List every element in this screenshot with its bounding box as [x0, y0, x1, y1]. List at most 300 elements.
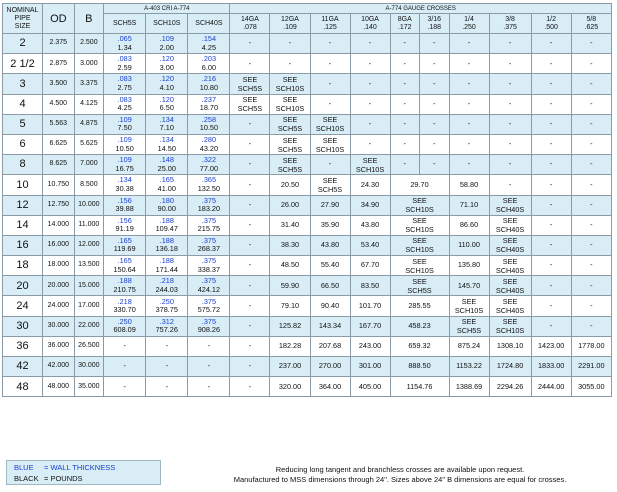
gauge-value: - — [403, 139, 406, 149]
cell-size: 2 — [3, 34, 43, 54]
cell-gauge-8 — [531, 34, 571, 54]
wall-thickness: .148 — [159, 155, 174, 165]
header-gauge-name: 1/4 — [464, 16, 474, 23]
gauge-value: 659.32 — [408, 341, 431, 351]
cell-sch10s — [146, 74, 188, 94]
cell-gauge-7 — [489, 357, 531, 377]
gauge-value: - — [248, 280, 252, 290]
cell-gauge-4 — [390, 296, 449, 316]
gauge-value: - — [467, 78, 471, 88]
see-note: SEE — [322, 135, 338, 145]
header-gauge-name: 8GA — [397, 16, 412, 23]
gauge-value: - — [368, 139, 372, 149]
wall-thickness: .375 — [201, 296, 216, 306]
cell-b: 26.500 — [74, 336, 103, 356]
gauge-value: - — [549, 199, 553, 209]
pounds: 136.18 — [155, 244, 178, 254]
see-schedule: SCH5S — [407, 285, 432, 295]
table-row — [3, 114, 612, 134]
cell-sch40s — [188, 34, 230, 54]
header-sch5s: SCH5S — [104, 14, 146, 34]
wall-thickness: .120 — [159, 94, 174, 104]
cell-gauge-9 — [571, 336, 611, 356]
header-gauge-thickness: .625 — [584, 23, 599, 31]
see-schedule: SCH40S — [495, 265, 525, 275]
cell-gauge-1 — [270, 155, 310, 175]
see-note: SEE — [362, 155, 378, 165]
wall-thickness: .120 — [159, 54, 174, 64]
gauge-value: - — [433, 58, 436, 68]
cell-gauge-1 — [270, 114, 310, 134]
cell-gauge-9 — [571, 94, 611, 114]
cell-sch10s — [146, 296, 188, 316]
cell-sch40s — [188, 94, 230, 114]
cell-od: 20.000 — [43, 276, 75, 296]
cell-gauge-0 — [230, 74, 270, 94]
legend-blue-key: BLUE — [14, 463, 34, 472]
wall-thickness: .237 — [201, 94, 216, 104]
header-gauge-1 — [270, 14, 310, 34]
gauge-value: - — [368, 78, 372, 88]
pounds: 338.37 — [197, 264, 221, 274]
wall-thickness: .134 — [159, 114, 174, 124]
cell-sch10s — [146, 195, 188, 215]
cell-gauge-0 — [230, 195, 270, 215]
header-gauge-8 — [531, 14, 571, 34]
wall-thickness: .365 — [201, 175, 216, 185]
gauge-value: - — [590, 260, 593, 270]
cell-gauge-9 — [571, 235, 611, 255]
cell-gauge-6 — [449, 377, 489, 397]
cell-gauge-6 — [449, 215, 489, 235]
cell-gauge-7 — [489, 74, 531, 94]
pounds: 575.72 — [197, 305, 221, 315]
cell-gauge-2 — [310, 316, 350, 336]
header-gauge-thickness: .109 — [283, 23, 297, 31]
gauge-value: - — [248, 341, 252, 351]
cell-sch5s — [104, 155, 146, 175]
gauge-value: - — [467, 98, 471, 108]
gauge-value: - — [467, 38, 471, 48]
cell-sch10s — [146, 114, 188, 134]
cell-gauge-6 — [449, 357, 489, 377]
cell-od: 42.000 — [43, 357, 75, 377]
see-note: SEE — [282, 155, 298, 165]
wall-thickness: .250 — [117, 316, 132, 326]
gauge-value: - — [549, 78, 553, 88]
empty-value: - — [207, 381, 211, 391]
cell-od: 24.000 — [43, 296, 75, 316]
cell-gauge-6 — [449, 175, 489, 195]
gauge-value: 24.30 — [360, 179, 380, 189]
pounds: 10.50 — [115, 143, 134, 153]
wall-thickness: .156 — [117, 195, 132, 205]
gauge-value: 3055.00 — [578, 381, 605, 391]
wall-thickness: .375 — [201, 316, 216, 326]
gauge-value: 110.00 — [458, 240, 480, 250]
see-note: SEE — [242, 95, 258, 105]
cell-sch5s — [104, 175, 146, 195]
cell-gauge-2 — [310, 134, 350, 154]
cell-gauge-1 — [270, 54, 310, 74]
cell-gauge-1 — [270, 175, 310, 195]
gauge-value: - — [433, 119, 436, 129]
wall-thickness: .165 — [117, 235, 132, 245]
gauge-value: - — [248, 38, 252, 48]
cell-gauge-2 — [310, 256, 350, 276]
header-nominal-pipe-size: NOMINAL PIPE SIZE — [3, 4, 43, 34]
gauge-value: - — [433, 38, 436, 48]
wall-thickness: .258 — [201, 114, 216, 124]
cell-size: 20 — [3, 276, 43, 296]
cell-gauge-6 — [449, 336, 489, 356]
cell-gauge-8 — [531, 215, 571, 235]
cell-od: 4.500 — [43, 94, 75, 114]
gauge-value: 101.70 — [358, 300, 382, 310]
cell-od: 10.750 — [43, 175, 75, 195]
cell-b: 22.000 — [74, 316, 103, 336]
cell-sch10s — [146, 316, 188, 336]
cell-sch10s — [146, 357, 188, 377]
table-row — [3, 377, 612, 397]
cell-gauge-1 — [270, 134, 310, 154]
cell-od: 48.000 — [43, 377, 75, 397]
cell-gauge-1 — [270, 195, 310, 215]
cell-gauge-0 — [230, 377, 270, 397]
see-schedule: SCH40S — [495, 306, 525, 316]
header-gauge-9 — [571, 14, 611, 34]
cell-gauge-4 — [390, 74, 419, 94]
cell-b: 3.375 — [74, 74, 103, 94]
cell-gauge-0 — [230, 134, 270, 154]
cell-gauge-3 — [350, 114, 390, 134]
gauge-value: - — [403, 38, 406, 48]
cell-od: 18.000 — [43, 256, 75, 276]
wall-thickness: .120 — [159, 74, 174, 84]
footnote-line: Reducing long tangent and branchless crosses are available upon request. — [275, 465, 525, 474]
cell-size: 24 — [3, 296, 43, 316]
gauge-value: - — [248, 260, 252, 270]
cell-gauge-8 — [531, 357, 571, 377]
cell-gauge-8 — [531, 155, 571, 175]
cell-gauge-1 — [270, 34, 310, 54]
cell-gauge-8 — [531, 54, 571, 74]
cell-gauge-5 — [420, 94, 449, 114]
cell-gauge-9 — [571, 256, 611, 276]
header-gauge-thickness: .078 — [243, 23, 257, 31]
cell-gauge-6 — [449, 54, 489, 74]
cell-gauge-0 — [230, 256, 270, 276]
cell-gauge-7 — [489, 175, 531, 195]
cell-size: 2 1/2 — [3, 54, 43, 74]
gauge-value: 405.00 — [358, 381, 382, 391]
cell-gauge-3 — [350, 357, 390, 377]
cell-gauge-1 — [270, 296, 310, 316]
see-schedule: SCH5S — [277, 124, 303, 134]
cell-sch10s — [146, 276, 188, 296]
header-gauge-name: 1/2 — [546, 16, 557, 23]
cell-gauge-5 — [420, 155, 449, 175]
gauge-value: - — [467, 159, 471, 169]
cell-sch40s — [188, 215, 230, 235]
cell-gauge-0 — [230, 114, 270, 134]
cell-gauge-9 — [571, 134, 611, 154]
wall-thickness: .165 — [117, 256, 132, 266]
gauge-value: 125.82 — [278, 320, 302, 330]
gauge-value: - — [328, 38, 332, 48]
cell-gauge-2 — [310, 54, 350, 74]
header-gauge-name: 3/16 — [427, 16, 442, 23]
cell-gauge-4 — [390, 256, 449, 276]
cell-gauge-9 — [571, 74, 611, 94]
cell-gauge-8 — [531, 235, 571, 255]
wall-thickness: .218 — [117, 296, 132, 306]
cell-b: 5.625 — [74, 134, 103, 154]
cell-gauge-8 — [531, 94, 571, 114]
header-gauge-6 — [449, 14, 489, 34]
cell-size: 3 — [3, 74, 43, 94]
cell-gauge-0 — [230, 94, 270, 114]
cell-gauge-6 — [449, 276, 489, 296]
cell-gauge-4 — [390, 357, 449, 377]
table-row — [3, 34, 612, 54]
gauge-value: - — [549, 159, 553, 169]
cell-gauge-1 — [270, 357, 310, 377]
wall-thickness: .165 — [159, 175, 174, 185]
gauge-value: 145.70 — [457, 280, 481, 290]
cell-od: 8.625 — [43, 155, 75, 175]
gauge-value: - — [508, 78, 512, 88]
crosses-spec-table — [2, 3, 612, 397]
cell-gauge-4 — [390, 155, 419, 175]
see-schedule: SCH40S — [495, 245, 525, 255]
cell-gauge-2 — [310, 94, 350, 114]
cell-b: 4.125 — [74, 94, 103, 114]
wall-thickness: .250 — [159, 296, 174, 306]
wall-thickness: .109 — [159, 34, 174, 44]
cell-gauge-4 — [390, 114, 419, 134]
cell-gauge-5 — [420, 74, 449, 94]
gauge-value: 67.70 — [360, 260, 380, 270]
gauge-value: - — [590, 220, 593, 230]
pounds: 215.75 — [197, 224, 221, 234]
cell-gauge-4 — [390, 134, 419, 154]
gauge-value: - — [549, 139, 553, 149]
cell-sch5s — [104, 357, 146, 377]
wall-thickness: .375 — [201, 276, 216, 286]
wall-thickness: .156 — [117, 215, 132, 225]
cell-gauge-6 — [449, 134, 489, 154]
gauge-value: 320.00 — [278, 381, 302, 391]
wall-thickness: .083 — [117, 54, 132, 64]
cell-sch40s — [188, 134, 230, 154]
cell-gauge-3 — [350, 336, 390, 356]
cell-b: 11.000 — [74, 215, 103, 235]
gauge-value: - — [549, 179, 553, 189]
header-gauge-2 — [310, 14, 350, 34]
cell-gauge-8 — [531, 256, 571, 276]
gauge-value: - — [248, 119, 252, 129]
header-od: OD — [43, 4, 75, 34]
wall-thickness: .188 — [117, 276, 132, 286]
gauge-value: - — [248, 58, 252, 68]
gauge-value: 301.00 — [358, 361, 382, 371]
cell-sch5s — [104, 54, 146, 74]
gauge-value: - — [248, 220, 252, 230]
gauge-value: - — [403, 58, 406, 68]
pounds: 908.26 — [197, 325, 221, 335]
cell-gauge-9 — [571, 54, 611, 74]
cell-gauge-9 — [571, 175, 611, 195]
cell-gauge-7 — [489, 336, 531, 356]
cell-sch5s — [104, 215, 146, 235]
see-schedule: SCH5S — [456, 326, 482, 336]
gauge-value: 1724.80 — [496, 361, 524, 371]
table-row — [3, 215, 612, 235]
gauge-value: - — [549, 240, 553, 250]
wall-thickness: .375 — [201, 235, 216, 245]
footnote-line: Manufactured to MSS dimensions through 24". Sizes above 24" B dimensions are equal for crosses. — [233, 475, 567, 484]
header-gauge-name: 3/8 — [505, 16, 515, 23]
cell-b: 2.500 — [74, 34, 103, 54]
cell-gauge-6 — [449, 296, 489, 316]
cell-b: 10.000 — [74, 195, 103, 215]
pounds: 18.70 — [199, 103, 219, 113]
legend-blue-value: = WALL THICKNESS — [44, 463, 116, 472]
gauge-value: - — [467, 119, 471, 129]
header-gauge-name: 12GA — [281, 16, 299, 23]
gauge-value: - — [248, 381, 252, 391]
gauge-value: 34.90 — [360, 199, 380, 209]
gauge-value: 1154.76 — [406, 381, 433, 391]
gauge-value: - — [328, 78, 332, 88]
cell-gauge-7 — [489, 94, 531, 114]
cell-gauge-1 — [270, 94, 310, 114]
see-note: SEE — [412, 276, 427, 286]
header-gauge-7 — [489, 14, 531, 34]
cell-gauge-0 — [230, 276, 270, 296]
wall-thickness: .083 — [117, 94, 132, 104]
cell-gauge-0 — [230, 54, 270, 74]
gauge-value: - — [508, 179, 512, 189]
gauge-value: - — [288, 58, 292, 68]
cell-gauge-6 — [449, 34, 489, 54]
gauge-value: - — [508, 139, 512, 149]
gauge-value: - — [403, 78, 406, 88]
gauge-value: - — [549, 320, 553, 330]
cell-sch10s — [146, 377, 188, 397]
wall-thickness: .065 — [117, 34, 132, 44]
cell-sch10s — [146, 215, 188, 235]
see-schedule: SCH10S — [355, 164, 385, 174]
table-row — [3, 175, 612, 195]
cell-b: 35.000 — [74, 377, 103, 397]
cell-sch5s — [104, 34, 146, 54]
cell-sch5s — [104, 94, 146, 114]
cell-gauge-4 — [390, 377, 449, 397]
cell-size: 6 — [3, 134, 43, 154]
wall-thickness: .280 — [201, 135, 216, 145]
pounds: 30.38 — [115, 183, 134, 193]
wall-thickness: .083 — [117, 74, 132, 84]
see-note: SEE — [282, 95, 298, 105]
gauge-value: 875.24 — [457, 341, 481, 351]
gauge-value: 26.00 — [280, 199, 300, 209]
gauge-value: - — [590, 240, 593, 250]
pounds: 4.25 — [117, 103, 132, 113]
cell-sch40s — [188, 296, 230, 316]
see-note: SEE — [412, 236, 427, 246]
cell-size: 48 — [3, 377, 43, 397]
cell-size: 36 — [3, 336, 43, 356]
wall-thickness: .134 — [159, 135, 174, 145]
wall-thickness: .188 — [159, 215, 174, 225]
legend — [6, 460, 161, 485]
cell-gauge-0 — [230, 336, 270, 356]
see-schedule: SCH10S — [454, 306, 484, 316]
cell-size: 10 — [3, 175, 43, 195]
see-note: SEE — [502, 317, 518, 327]
see-note: SEE — [502, 256, 518, 266]
footnotes — [195, 465, 605, 485]
cell-gauge-0 — [230, 175, 270, 195]
gauge-value: 270.00 — [318, 361, 342, 371]
cell-b: 17.000 — [74, 296, 103, 316]
empty-value: - — [165, 361, 168, 371]
cell-size: 30 — [3, 316, 43, 336]
pounds: 757.26 — [155, 325, 178, 335]
cell-size: 42 — [3, 357, 43, 377]
header-group-a774: A-774 GAUGE CROSSES — [230, 4, 612, 14]
empty-value: - — [207, 341, 211, 351]
see-schedule: SCH10S — [405, 225, 434, 235]
pounds: 91.19 — [115, 224, 134, 234]
table-row — [3, 155, 612, 175]
cell-b: 13.500 — [74, 256, 103, 276]
gauge-value: 83.50 — [360, 280, 380, 290]
cell-gauge-2 — [310, 377, 350, 397]
cell-gauge-3 — [350, 296, 390, 316]
see-note: SEE — [412, 216, 427, 226]
cell-b: 8.500 — [74, 175, 103, 195]
cell-od: 36.000 — [43, 336, 75, 356]
cell-gauge-3 — [350, 195, 390, 215]
gauge-value: - — [368, 38, 372, 48]
gauge-value: 237.00 — [278, 361, 302, 371]
cell-gauge-3 — [350, 74, 390, 94]
see-schedule: SCH40S — [495, 205, 525, 215]
cell-gauge-7 — [489, 195, 531, 215]
see-note: SEE — [502, 276, 518, 286]
cell-gauge-5 — [420, 114, 449, 134]
cell-gauge-9 — [571, 34, 611, 54]
see-schedule: SCH40S — [495, 225, 525, 235]
gauge-value: 1833.00 — [537, 361, 565, 371]
gauge-value: - — [433, 139, 436, 149]
wall-thickness: .180 — [159, 195, 174, 205]
wall-thickness: .375 — [201, 215, 216, 225]
cell-gauge-8 — [531, 74, 571, 94]
cell-sch10s — [146, 155, 188, 175]
cell-sch40s — [188, 316, 230, 336]
gauge-value: 207.68 — [318, 341, 342, 351]
cell-gauge-4 — [390, 94, 419, 114]
gauge-value: - — [590, 139, 593, 149]
cell-gauge-2 — [310, 235, 350, 255]
cell-gauge-4 — [390, 54, 419, 74]
cell-sch40s — [188, 54, 230, 74]
cell-sch40s — [188, 276, 230, 296]
